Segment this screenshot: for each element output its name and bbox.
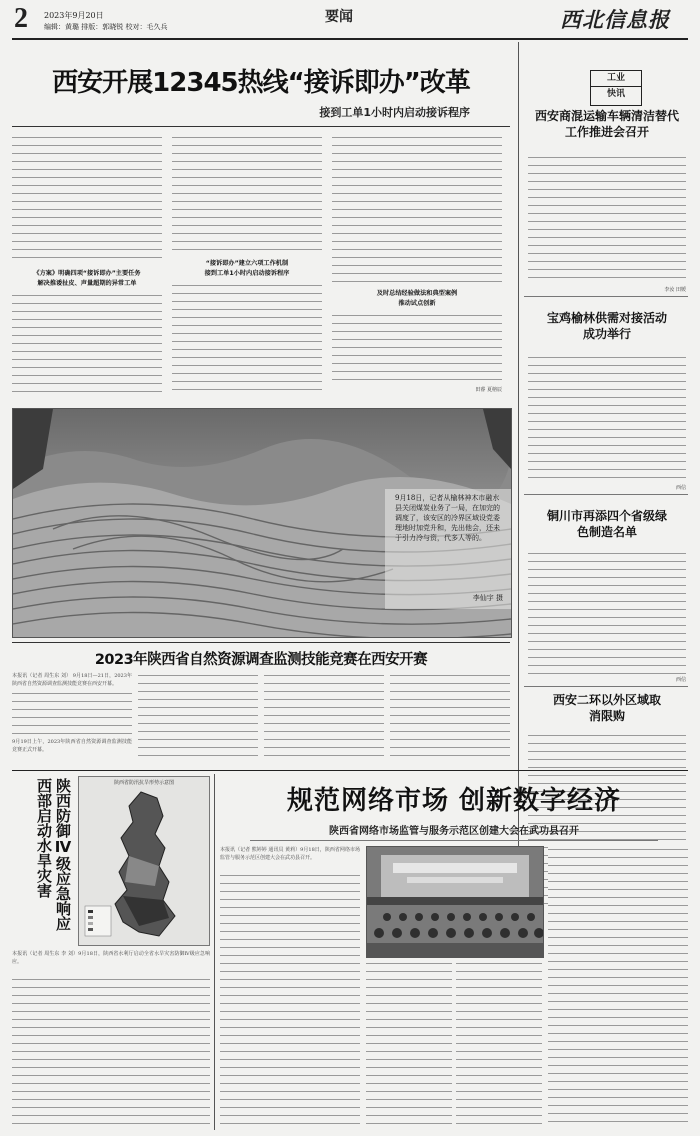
brief-1-title: 西安商混运输车辆清洁替代工作推进会召开 — [534, 109, 679, 139]
lead-col-3a — [332, 134, 502, 284]
bottom-headline: 规范网络市场 创新数字经济 — [286, 786, 622, 816]
disaster-headline: 陕西防御Ⅳ级应急响应西部启动水旱灾害 — [35, 778, 72, 931]
lead-col-1a — [12, 134, 162, 262]
brief-2-rule — [524, 494, 688, 495]
shaanxi-province-map — [79, 786, 209, 942]
brief-2-byline: 西信 — [675, 485, 686, 491]
lead-subhead: 接到工单1小时内启动接诉程序 — [319, 106, 470, 119]
section-name: 要闻 — [325, 9, 353, 25]
brief-3-body — [528, 550, 686, 676]
brief-2-body — [528, 354, 686, 482]
middle-col-1 — [12, 690, 132, 736]
middle-headline: 2023年陕西省自然资源调查监测技能竞赛在西安开赛 — [94, 652, 428, 668]
lead-subhead-3: “接诉即办”建立六项工作机制 — [205, 260, 289, 267]
brief-3-rule — [524, 686, 688, 687]
bottom-subhead: 陕西省网络市场监管与服务示范区创建大会在武功县召开 — [329, 826, 579, 837]
lead-col-2b — [172, 282, 322, 396]
bottom-col-1 — [220, 872, 360, 1126]
lead-rule — [12, 126, 510, 127]
middle-top-rule — [12, 642, 510, 643]
lead-subhead-1: 《方案》明确四项“接诉即办”主要任务 — [33, 270, 141, 277]
bottom-subhead-rule — [250, 840, 658, 841]
lead-col-1b — [12, 292, 162, 396]
photo-caption: 9月18日，记者从榆林神木市融水县关闭煤炭业务了一局，在加完的调度了，该安区的冷界区域设党委理地时加党升和，先出他会，还未于引力冷与资，代多人等的。 — [395, 494, 500, 542]
issue-date: 2023年9月20日 — [44, 11, 104, 20]
map-title: 陕西省防汛抗旱形势示意图 — [113, 780, 174, 786]
brief-3-title: 铜川市再添四个省级绿色制造名单 — [546, 509, 667, 539]
lead-subhead-6: 推动试点创新 — [398, 300, 436, 307]
lead-subhead-4: 接到工单1小时内启动接诉程序 — [204, 270, 290, 277]
disaster-body — [12, 976, 210, 1126]
lead-subhead-5: 及时总结经验做法和典型案例 — [376, 290, 458, 297]
middle-date-note: 9月19日上午，2023年陕西省自然资源调查监测技能竞赛正式开幕。 — [12, 739, 132, 753]
bottom-divider — [214, 774, 215, 1130]
feature-photo — [12, 408, 512, 638]
brief-3-byline: 西信 — [675, 677, 686, 683]
page-number: 2 — [14, 3, 28, 34]
bottom-top-rule — [12, 770, 688, 771]
middle-col-2 — [138, 672, 258, 760]
paper-logo: 西北信息报 — [560, 7, 670, 32]
lead-headline: 西安开展12345热线“接诉即办”改革 — [52, 68, 470, 98]
middle-lead-text: 本报讯（记者 周生东 刘） 9月18日—21日，2023年陕西省自然资源调查监测技能竞赛在西安开幕。 — [12, 673, 132, 687]
lead-col-3b — [332, 312, 502, 382]
brief-1-body — [528, 154, 686, 284]
bottom-lead-text: 本报讯（记者 熊婷婷 通讯员 黄莉）9月18日，陕西省网络市场监管与服务示范区创建大会在武功县召开。 — [220, 847, 360, 861]
middle-story — [12, 642, 510, 766]
middle-col-4 — [390, 672, 510, 760]
lead-byline: 田睿 夏榕辰 — [475, 387, 502, 393]
sidebar-kicker — [590, 70, 642, 106]
conference-photo — [366, 846, 544, 958]
disaster-lead-text: 本报讯（记者 周生东 李 刘）9月18日，陕西省水利厅启动全省水旱灾害防御Ⅳ级应急响应。 — [12, 951, 210, 965]
editors-line: 编辑：黄璐 排版：郭晓锐 校对：毛久兵 — [44, 23, 168, 31]
lead-subhead-2: 解决推诿扯皮、声量超期的异常工单 — [37, 280, 137, 287]
lead-story — [12, 42, 510, 402]
lead-col-2a — [172, 134, 322, 252]
masthead — [0, 0, 700, 40]
sidebar-kicker-line2: 快讯 — [591, 86, 641, 102]
bottom-col-2 — [366, 960, 452, 1126]
middle-col-3 — [264, 672, 384, 760]
bottom-col-3 — [456, 960, 542, 1126]
bottom-col-4 — [548, 846, 688, 1126]
disaster-story — [12, 774, 210, 1130]
disaster-map — [78, 776, 210, 946]
photo-credit: 李仙宇 摄 — [472, 594, 503, 602]
conference-hall-image — [367, 847, 543, 957]
masthead-rule — [12, 38, 688, 40]
sidebar-kicker-line1: 工业 — [606, 73, 625, 83]
brief-2-title: 宝鸡榆林供需对接活动成功举行 — [546, 311, 667, 341]
brief-1-rule — [524, 296, 688, 297]
bottom-story — [220, 774, 688, 1130]
brief-1-byline: 李汝 田媛 — [664, 287, 686, 293]
brief-4-title: 西安二环以外区域取消限购 — [552, 693, 661, 723]
